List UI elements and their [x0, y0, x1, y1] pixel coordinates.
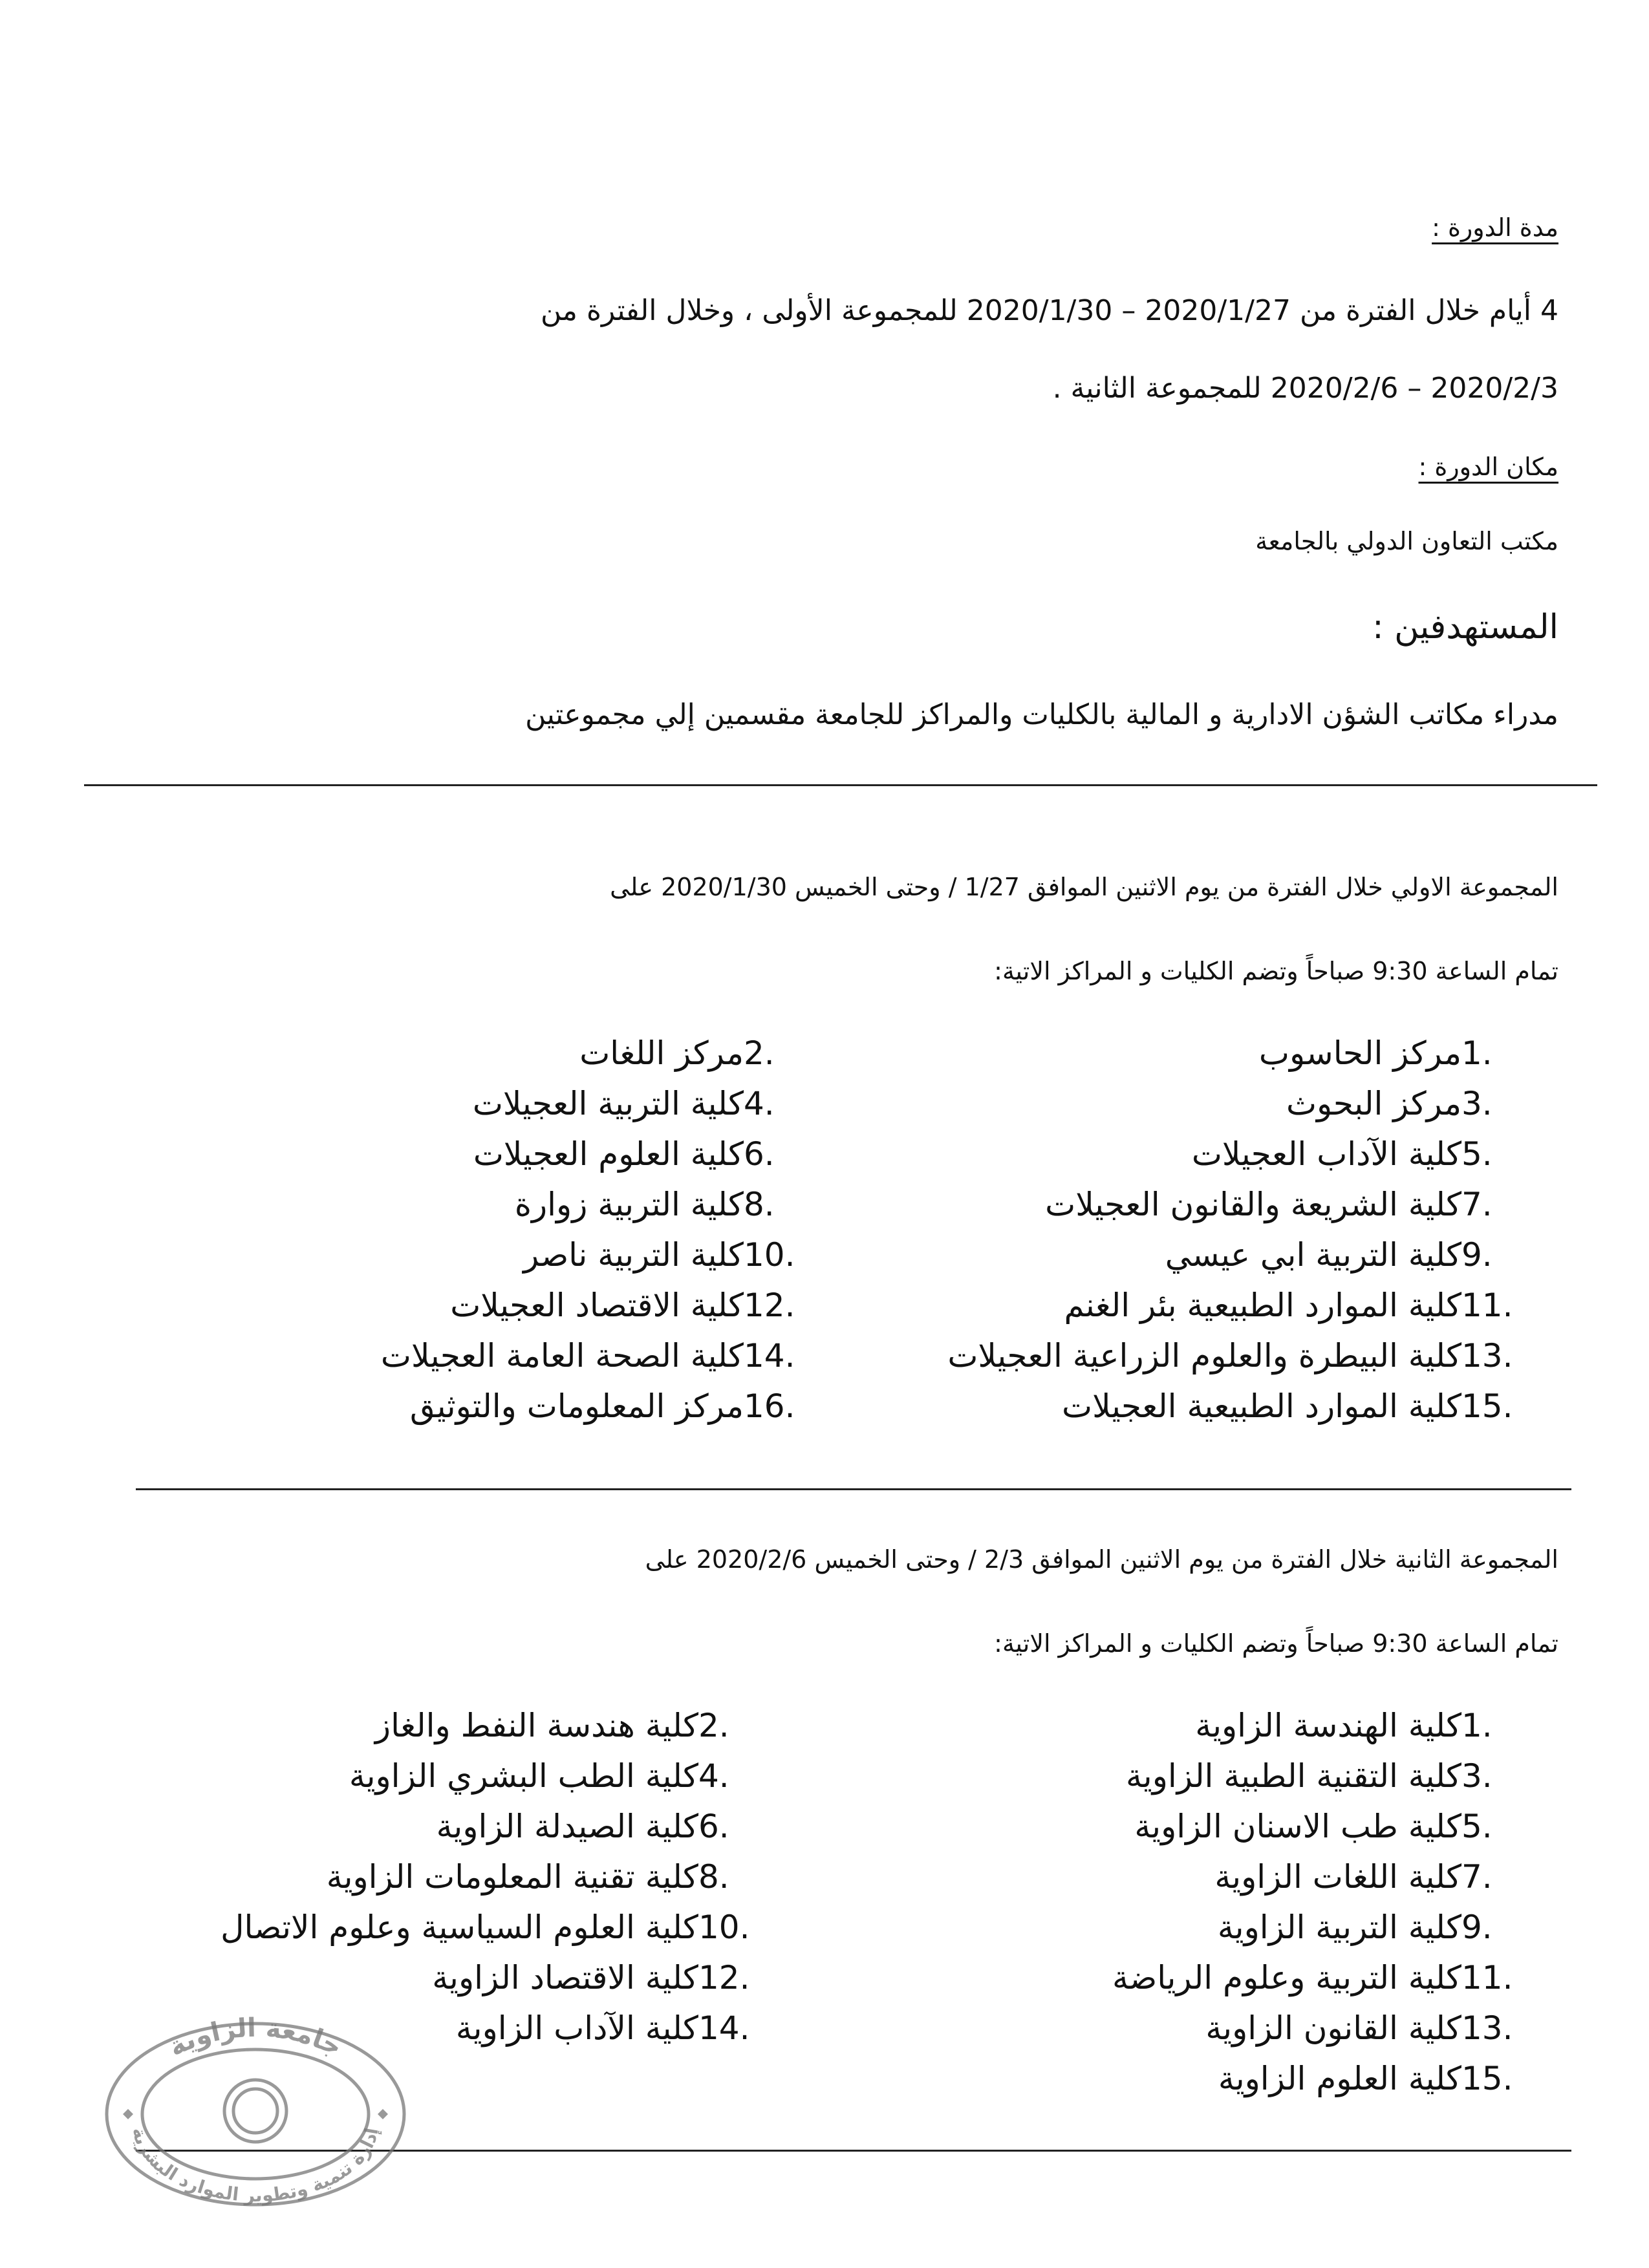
item-number: 11.	[1461, 1287, 1513, 1324]
item-number: 15.	[1461, 2060, 1513, 2097]
list-item	[381, 1236, 841, 1287]
list-item	[947, 1236, 1558, 1287]
item-number: 2.	[744, 1034, 775, 1072]
duration-line-1: 4 أيام خلال الفترة من 2020/1/27 – 2020/1/30 للمجموعة الأولى ، وخلال الفترة من	[540, 294, 1558, 327]
group1-list-left	[381, 1034, 841, 1438]
list-item	[947, 1135, 1558, 1186]
list-item	[381, 1387, 841, 1438]
item-label: كلية الطب البشري الزاوية	[349, 1757, 698, 1795]
item-label: كلية العلوم العجيلات	[473, 1135, 744, 1173]
venue-text: مكتب التعاون الدولي بالجامعة	[1255, 527, 1558, 555]
list-item	[381, 1337, 841, 1387]
item-label: كلية تقنية المعلومات الزاوية	[326, 1858, 698, 1896]
item-number: 7.	[1461, 1858, 1493, 1896]
duration-heading: مدة الدورة :	[1432, 213, 1558, 242]
item-label: كلية الصحة العامة العجيلات	[380, 1337, 744, 1375]
university-stamp-icon	[97, 2011, 414, 2211]
item-label: كلية اللغات الزاوية	[1214, 1858, 1461, 1896]
item-label: كلية التربية الزاوية	[1217, 1909, 1461, 1946]
list-item	[221, 1757, 795, 1808]
item-label: كلية التربية وعلوم الرياضة	[1112, 1959, 1461, 1996]
item-number: 15.	[1461, 1387, 1513, 1425]
list-item	[1112, 1858, 1558, 1909]
item-number: 12.	[698, 1959, 750, 1996]
list-item	[947, 1387, 1558, 1438]
item-label: كلية الاقتصاد الزاوية	[432, 1959, 698, 1996]
item-label: كلية البيطرة والعلوم الزراعية العجيلات	[947, 1337, 1461, 1375]
item-number: 10.	[744, 1236, 795, 1274]
item-label: كلية التربية زوارة	[514, 1186, 744, 1223]
item-number: 9.	[1461, 1236, 1493, 1274]
item-label: كلية الهندسة الزاوية	[1195, 1707, 1461, 1744]
item-label: كلية طب الاسنان الزاوية	[1134, 1808, 1461, 1845]
item-label: مركز الحاسوب	[1258, 1034, 1461, 1072]
list-item	[381, 1186, 841, 1236]
stamp-bottom-text: إدارة تنمية وتطوير الموارد البشرية	[128, 2125, 383, 2207]
divider-2	[136, 1488, 1571, 1490]
item-label: كلية الآداب الزاوية	[455, 2009, 698, 2047]
group2-list-right	[1112, 1707, 1558, 2110]
item-number: 11.	[1461, 1959, 1513, 1996]
item-number: 2.	[698, 1707, 729, 1744]
item-number: 4.	[698, 1757, 729, 1795]
group1-time: تمام الساعة 9:30 صباحاً وتضم الكليات و المراكز الاتية:	[994, 957, 1558, 985]
list-item	[947, 1085, 1558, 1135]
group2-period: المجموعة الثانية خلال الفترة من يوم الاثنين الموافق 2/3 / وحتى الخميس 2020/2/6 على	[645, 1545, 1558, 1574]
list-item	[1112, 1959, 1558, 2009]
item-number: 14.	[698, 2009, 750, 2047]
item-label: كلية التربية ناصر	[523, 1236, 744, 1274]
item-label: كلية الاقتصاد العجيلات	[450, 1287, 744, 1324]
item-number: 13.	[1461, 2009, 1513, 2047]
stamp-top-text: جامعة الزاوية	[164, 2013, 347, 2063]
item-number: 8.	[744, 1186, 775, 1223]
item-number: 1.	[1461, 1707, 1493, 1744]
list-item	[1112, 2009, 1558, 2060]
item-label: كلية التقنية الطبية الزاوية	[1125, 1757, 1461, 1795]
divider-1	[84, 784, 1597, 786]
item-number: 13.	[1461, 1337, 1513, 1375]
item-label: مركز البحوث	[1286, 1085, 1461, 1122]
list-item	[221, 1707, 795, 1757]
item-number: 3.	[1461, 1085, 1493, 1122]
list-item	[221, 1808, 795, 1858]
list-item	[947, 1337, 1558, 1387]
item-number: 8.	[698, 1858, 729, 1896]
item-label: كلية القانون الزاوية	[1205, 2009, 1461, 2047]
item-number: 10.	[698, 1909, 750, 1946]
group2-list-left	[221, 1707, 795, 2060]
item-label: كلية العلوم الزاوية	[1218, 2060, 1461, 2097]
group1-period: المجموعة الاولي خلال الفترة من يوم الاثنين الموافق 1/27 / وحتى الخميس 2020/1/30 على	[610, 873, 1558, 901]
list-item	[1112, 1808, 1558, 1858]
item-label: كلية التربية ابي عيسي	[1165, 1236, 1461, 1274]
list-item	[221, 1909, 795, 1959]
list-item	[221, 1959, 795, 2009]
item-label: مركز المعلومات والتوثيق	[409, 1387, 744, 1425]
audience-heading: المستهدفين :	[1372, 608, 1558, 647]
item-label: كلية التربية العجيلات	[472, 1085, 744, 1122]
list-item	[947, 1186, 1558, 1236]
venue-heading: مكان الدورة :	[1418, 453, 1558, 481]
item-label: كلية الموارد الطبيعية العجيلات	[1062, 1387, 1461, 1425]
list-item	[381, 1034, 841, 1085]
item-number: 5.	[1461, 1808, 1493, 1845]
item-number: 12.	[744, 1287, 795, 1324]
item-label: كلية العلوم السياسية وعلوم الاتصال	[221, 1909, 698, 1946]
list-item	[1112, 2060, 1558, 2110]
item-number: 7.	[1461, 1186, 1493, 1223]
list-item	[1112, 1707, 1558, 1757]
group1-list-right	[947, 1034, 1558, 1438]
item-label: كلية هندسة النفط والغاز	[374, 1707, 698, 1744]
item-label: كلية الآداب العجيلات	[1191, 1135, 1461, 1173]
item-number: 5.	[1461, 1135, 1493, 1173]
group2-time: تمام الساعة 9:30 صباحاً وتضم الكليات و المراكز الاتية:	[994, 1629, 1558, 1658]
item-number: 3.	[1461, 1757, 1493, 1795]
item-label: مركز اللغات	[579, 1034, 744, 1072]
list-item	[381, 1287, 841, 1337]
list-item	[221, 1858, 795, 1909]
item-number: 9.	[1461, 1909, 1493, 1946]
list-item	[381, 1135, 841, 1186]
item-label: كلية الصيدلة الزاوية	[436, 1808, 698, 1845]
list-item	[947, 1287, 1558, 1337]
item-number: 4.	[744, 1085, 775, 1122]
item-number: 6.	[698, 1808, 729, 1845]
list-item	[1112, 1909, 1558, 1959]
list-item	[381, 1085, 841, 1135]
list-item	[1112, 1757, 1558, 1808]
item-number: 14.	[744, 1337, 795, 1375]
item-number: 6.	[744, 1135, 775, 1173]
duration-line-2: 2020/2/3 – 2020/2/6 للمجموعة الثانية .	[1052, 372, 1558, 405]
list-item	[947, 1034, 1558, 1085]
item-label: كلية الموارد الطبيعية بئر الغنم	[1064, 1287, 1461, 1324]
item-number: 1.	[1461, 1034, 1493, 1072]
item-number: 16.	[744, 1387, 795, 1425]
item-label: كلية الشريعة والقانون العجيلات	[1045, 1186, 1461, 1223]
audience-text: مدراء مكاتب الشؤن الادارية و المالية بالكليات والمراكز للجامعة مقسمين إلي مجموعتين	[525, 698, 1558, 731]
